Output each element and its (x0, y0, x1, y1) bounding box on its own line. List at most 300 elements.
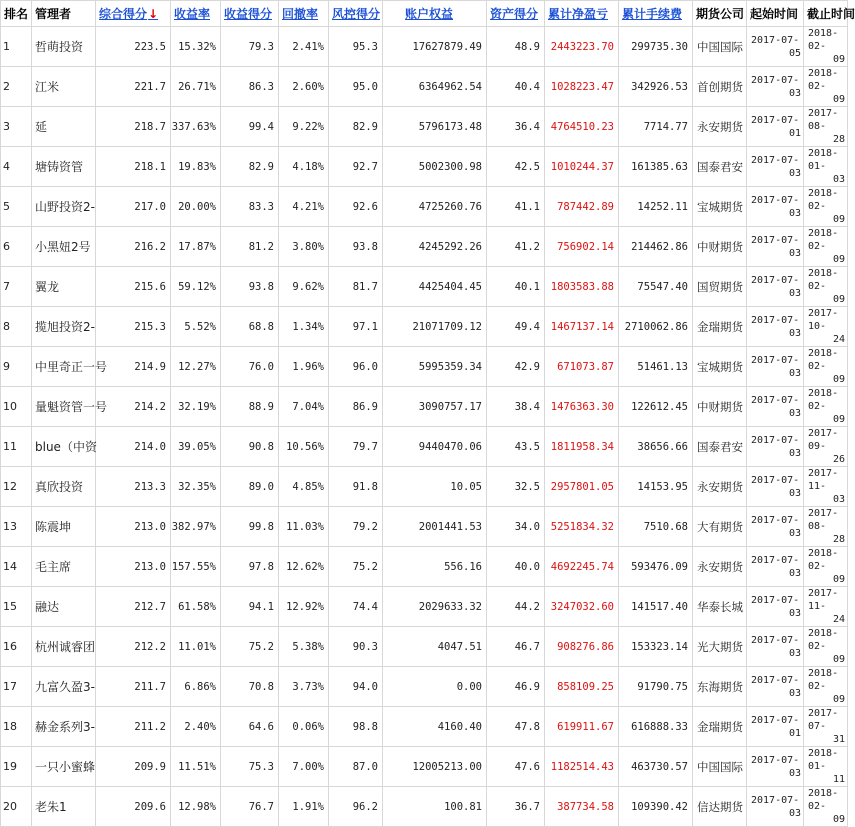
cell-drawdown: 4.85% (279, 467, 329, 507)
cell-asset-score: 36.4 (487, 107, 545, 147)
cell-total-score: 213.0 (96, 507, 171, 547)
cell-return-score: 75.3 (221, 747, 279, 787)
cell-return-rate: 61.58% (171, 587, 221, 627)
cell-rank: 5 (1, 187, 32, 227)
cell-start-time-day: 01 (788, 127, 801, 139)
cell-start-time (747, 107, 804, 147)
cell-start-time-day: 03 (788, 327, 801, 339)
cell-drawdown: 9.62% (279, 267, 329, 307)
cell-fees: 7714.77 (619, 107, 693, 147)
cell-end-time (804, 387, 848, 427)
cell-end-time-date: 2017-09- (808, 428, 839, 452)
cell-futures-firm: 东海期货 (693, 667, 747, 707)
cell-start-time (747, 147, 804, 187)
cell-end-time-day: 09 (832, 414, 845, 425)
cell-futures-firm: 信达期货 (693, 787, 747, 827)
cell-end-time-date: 2017-10- (808, 308, 839, 332)
cell-equity: 6364962.54 (383, 67, 487, 107)
cell-start-time (747, 27, 804, 67)
cell-start-time-date: 2017-07- (751, 194, 800, 206)
cell-start-time-date: 2017-07- (751, 634, 800, 646)
cell-net-profit: 787442.89 (545, 187, 619, 227)
cell-fees: 342926.53 (619, 67, 693, 107)
cell-fees: 214462.86 (619, 227, 693, 267)
cell-drawdown: 11.03% (279, 507, 329, 547)
cell-futures-firm: 光大期货 (693, 627, 747, 667)
cell-end-time-date: 2017-11- (808, 468, 839, 492)
cell-start-time-day: 03 (788, 567, 801, 579)
cell-risk-score: 93.8 (329, 227, 383, 267)
cell-start-time-date: 2017-07- (751, 554, 800, 566)
cell-risk-score: 82.9 (329, 107, 383, 147)
cell-asset-score: 46.7 (487, 627, 545, 667)
cell-rank: 14 (1, 547, 32, 587)
cell-net-profit: 671073.87 (545, 347, 619, 387)
cell-return-score: 64.6 (221, 707, 279, 747)
cell-equity: 4160.40 (383, 707, 487, 747)
cell-end-time-date: 2017-08- (808, 108, 839, 132)
cell-fees: 616888.33 (619, 707, 693, 747)
cell-total-score: 211.2 (96, 707, 171, 747)
cell-return-rate: 6.86% (171, 667, 221, 707)
cell-rank: 18 (1, 707, 32, 747)
cell-drawdown: 1.91% (279, 787, 329, 827)
cell-return-rate: 32.19% (171, 387, 221, 427)
cell-return-rate: 157.55% (171, 547, 221, 587)
cell-return-score: 99.4 (221, 107, 279, 147)
cell-end-time-date: 2017-11- (808, 588, 839, 612)
cell-futures-firm: 永安期货 (693, 107, 747, 147)
table-row (1, 427, 848, 467)
cell-start-time-day: 03 (788, 287, 801, 299)
cell-return-score: 68.8 (221, 307, 279, 347)
cell-end-time-date: 2018-02- (808, 28, 839, 52)
cell-start-time-day: 03 (788, 527, 801, 539)
cell-return-rate: 11.01% (171, 627, 221, 667)
cell-start-time (747, 187, 804, 227)
cell-manager: 一只小蜜蜂 (32, 747, 96, 787)
cell-start-time-date: 2017-07- (751, 794, 800, 806)
cell-rank: 2 (1, 67, 32, 107)
cell-end-time-date: 2018-02- (808, 788, 839, 812)
table-row (1, 307, 848, 347)
cell-start-time-date: 2017-07- (751, 74, 800, 86)
cell-rank: 8 (1, 307, 32, 347)
cell-equity: 4425404.45 (383, 267, 487, 307)
cell-total-score: 212.2 (96, 627, 171, 667)
cell-start-time-date: 2017-07- (751, 714, 800, 726)
cell-net-profit: 4692245.74 (545, 547, 619, 587)
cell-asset-score: 47.6 (487, 747, 545, 787)
cell-rank: 9 (1, 347, 32, 387)
table-row (1, 267, 848, 307)
cell-start-time-day: 05 (788, 47, 801, 59)
cell-return-rate: 59.12% (171, 267, 221, 307)
cell-end-time-date: 2018-02- (808, 548, 839, 572)
cell-manager: 融达 (32, 587, 96, 627)
cell-futures-firm: 中财期货 (693, 227, 747, 267)
cell-end-time-date: 2018-01- (808, 148, 839, 172)
cell-end-time (804, 187, 848, 227)
cell-net-profit: 1811958.34 (545, 427, 619, 467)
cell-start-time-day: 03 (788, 767, 801, 779)
cell-end-time (804, 227, 848, 267)
cell-end-time (804, 347, 848, 387)
cell-net-profit: 858109.25 (545, 667, 619, 707)
cell-return-score: 90.8 (221, 427, 279, 467)
cell-net-profit: 1803583.88 (545, 267, 619, 307)
cell-futures-firm: 中国国际 (693, 27, 747, 67)
table-row (1, 467, 848, 507)
cell-start-time (747, 667, 804, 707)
cell-fees: 122612.45 (619, 387, 693, 427)
cell-start-time (747, 267, 804, 307)
cell-end-time-day: 11 (832, 774, 845, 785)
table-row (1, 187, 848, 227)
cell-futures-firm: 宝城期货 (693, 347, 747, 387)
cell-return-rate: 20.00% (171, 187, 221, 227)
cell-rank: 4 (1, 147, 32, 187)
cell-return-rate: 5.52% (171, 307, 221, 347)
table-row (1, 747, 848, 787)
cell-futures-firm: 中财期货 (693, 387, 747, 427)
cell-start-time-date: 2017-07- (751, 354, 800, 366)
cell-return-score: 93.8 (221, 267, 279, 307)
cell-asset-score: 41.2 (487, 227, 545, 267)
cell-total-score: 221.7 (96, 67, 171, 107)
cell-end-time-date: 2018-02- (808, 388, 839, 412)
cell-manager: 山野投资2- (32, 187, 96, 227)
cell-asset-score: 36.7 (487, 787, 545, 827)
cell-drawdown: 1.34% (279, 307, 329, 347)
cell-end-time-date: 2017-07- (808, 708, 839, 732)
cell-end-time (804, 107, 848, 147)
cell-manager: 江米 (32, 67, 96, 107)
cell-end-time-day: 09 (832, 374, 845, 385)
cell-fees: 51461.13 (619, 347, 693, 387)
cell-start-time (747, 307, 804, 347)
cell-end-time (804, 507, 848, 547)
cell-net-profit: 1028223.47 (545, 67, 619, 107)
cell-start-time (747, 467, 804, 507)
cell-risk-score: 95.0 (329, 67, 383, 107)
cell-rank: 19 (1, 747, 32, 787)
cell-rank: 20 (1, 787, 32, 827)
header-futures-firm: 期货公司 (693, 1, 747, 27)
cell-futures-firm: 大有期货 (693, 507, 747, 547)
cell-end-time-day: 09 (832, 574, 845, 585)
cell-equity: 556.16 (383, 547, 487, 587)
cell-end-time-date: 2018-01- (808, 748, 839, 772)
cell-end-time-date: 2018-02- (808, 228, 839, 252)
cell-return-score: 88.9 (221, 387, 279, 427)
cell-start-time-date: 2017-07- (751, 234, 800, 246)
cell-start-time (747, 747, 804, 787)
cell-end-time (804, 147, 848, 187)
header-risk-score[interactable]: 风控得分 (329, 1, 383, 27)
header-end-time: 截止时间 (804, 1, 848, 27)
cell-start-time-day: 03 (788, 247, 801, 259)
cell-end-time-date: 2018-02- (808, 268, 839, 292)
cell-end-time (804, 267, 848, 307)
cell-risk-score: 98.8 (329, 707, 383, 747)
cell-end-time (804, 787, 848, 827)
cell-net-profit: 1476363.30 (545, 387, 619, 427)
cell-risk-score: 97.1 (329, 307, 383, 347)
cell-manager: 真欣投资 (32, 467, 96, 507)
cell-manager: 揽旭投资2- (32, 307, 96, 347)
cell-net-profit: 2443223.70 (545, 27, 619, 67)
cell-fees: 14153.95 (619, 467, 693, 507)
cell-drawdown: 3.73% (279, 667, 329, 707)
cell-risk-score: 86.9 (329, 387, 383, 427)
header-row (1, 1, 848, 27)
table-row (1, 147, 848, 187)
cell-start-time-day: 03 (788, 447, 801, 459)
cell-end-time-day: 09 (832, 294, 845, 305)
cell-end-time-day: 26 (832, 454, 845, 465)
cell-rank: 7 (1, 267, 32, 307)
cell-rank: 17 (1, 667, 32, 707)
cell-return-rate: 337.63% (171, 107, 221, 147)
cell-asset-score: 43.5 (487, 427, 545, 467)
header-rank: 排名 (1, 1, 32, 27)
cell-start-time-date: 2017-07- (751, 674, 800, 686)
cell-return-rate: 32.35% (171, 467, 221, 507)
cell-asset-score: 41.1 (487, 187, 545, 227)
header-net-profit[interactable]: 累计净盈亏 (545, 1, 619, 27)
cell-start-time (747, 787, 804, 827)
table-row (1, 787, 848, 827)
cell-end-time-date: 2017-08- (808, 508, 839, 532)
cell-asset-score: 32.5 (487, 467, 545, 507)
cell-start-time-day: 01 (788, 727, 801, 739)
cell-risk-score: 90.3 (329, 627, 383, 667)
cell-end-time-date: 2018-02- (808, 188, 839, 212)
cell-start-time-day: 03 (788, 167, 801, 179)
cell-asset-score: 44.2 (487, 587, 545, 627)
cell-drawdown: 1.96% (279, 347, 329, 387)
header-return-rate[interactable]: 收益率 (171, 1, 221, 27)
cell-start-time-date: 2017-07- (751, 274, 800, 286)
cell-equity: 4245292.26 (383, 227, 487, 267)
cell-net-profit: 1467137.14 (545, 307, 619, 347)
cell-total-score: 218.7 (96, 107, 171, 147)
cell-equity: 21071709.12 (383, 307, 487, 347)
table-row (1, 627, 848, 667)
cell-start-time-date: 2017-07- (751, 314, 800, 326)
cell-return-score: 97.8 (221, 547, 279, 587)
cell-return-score: 89.0 (221, 467, 279, 507)
sort-desc-arrow-icon: ↓ (148, 7, 159, 21)
cell-equity: 17627879.49 (383, 27, 487, 67)
cell-asset-score: 38.4 (487, 387, 545, 427)
cell-end-time-date: 2018-02- (808, 68, 839, 92)
cell-futures-firm: 首创期货 (693, 67, 747, 107)
cell-return-rate: 12.27% (171, 347, 221, 387)
header-total-score[interactable] (96, 1, 171, 27)
cell-return-score: 99.8 (221, 507, 279, 547)
cell-futures-firm: 国泰君安 (693, 147, 747, 187)
cell-drawdown: 2.60% (279, 67, 329, 107)
cell-end-time (804, 587, 848, 627)
cell-manager: 延 (32, 107, 96, 147)
cell-futures-firm: 华泰长城 (693, 587, 747, 627)
cell-futures-firm: 永安期货 (693, 467, 747, 507)
header-fees[interactable]: 累计手续费 (619, 1, 693, 27)
cell-rank: 11 (1, 427, 32, 467)
cell-return-score: 76.7 (221, 787, 279, 827)
cell-rank: 13 (1, 507, 32, 547)
cell-start-time-date: 2017-07- (751, 114, 800, 126)
cell-asset-score: 40.0 (487, 547, 545, 587)
table-row (1, 707, 848, 747)
header-total-score-label[interactable]: 综合得分 (99, 7, 148, 21)
cell-end-time-day: 28 (832, 534, 845, 545)
cell-start-time (747, 387, 804, 427)
cell-return-score: 94.1 (221, 587, 279, 627)
cell-return-rate: 19.83% (171, 147, 221, 187)
cell-total-score: 223.5 (96, 27, 171, 67)
cell-start-time (747, 427, 804, 467)
cell-rank: 6 (1, 227, 32, 267)
cell-start-time (747, 67, 804, 107)
cell-net-profit: 756902.14 (545, 227, 619, 267)
cell-manager: 赫金系列3- (32, 707, 96, 747)
cell-risk-score: 81.7 (329, 267, 383, 307)
cell-risk-score: 87.0 (329, 747, 383, 787)
cell-start-time-day: 03 (788, 487, 801, 499)
cell-manager: 老朱1 (32, 787, 96, 827)
cell-end-time-date: 2018-02- (808, 348, 839, 372)
header-return-score[interactable]: 收益得分 (221, 1, 279, 27)
cell-net-profit: 4764510.23 (545, 107, 619, 147)
cell-fees: 463730.57 (619, 747, 693, 787)
cell-manager: 毛主席 (32, 547, 96, 587)
cell-end-time-day: 09 (832, 214, 845, 225)
cell-risk-score: 79.2 (329, 507, 383, 547)
cell-end-time-day: 09 (832, 814, 845, 825)
cell-end-time (804, 667, 848, 707)
cell-risk-score: 94.0 (329, 667, 383, 707)
cell-end-time (804, 307, 848, 347)
table-row (1, 107, 848, 147)
table-row (1, 587, 848, 627)
cell-asset-score: 40.1 (487, 267, 545, 307)
cell-net-profit: 3247032.60 (545, 587, 619, 627)
cell-total-score: 209.6 (96, 787, 171, 827)
cell-start-time-day: 03 (788, 607, 801, 619)
cell-asset-score: 49.4 (487, 307, 545, 347)
cell-fees: 91790.75 (619, 667, 693, 707)
cell-manager: 陈震坤 (32, 507, 96, 547)
cell-risk-score: 95.3 (329, 27, 383, 67)
cell-start-time-day: 03 (788, 647, 801, 659)
cell-futures-firm: 国泰君安 (693, 427, 747, 467)
cell-net-profit: 2957801.05 (545, 467, 619, 507)
cell-risk-score: 79.7 (329, 427, 383, 467)
cell-risk-score: 74.4 (329, 587, 383, 627)
cell-total-score: 215.6 (96, 267, 171, 307)
cell-equity: 2029633.32 (383, 587, 487, 627)
cell-return-rate: 2.40% (171, 707, 221, 747)
cell-end-time-day: 03 (832, 494, 845, 505)
cell-end-time-day: 31 (832, 734, 845, 745)
cell-net-profit: 387734.58 (545, 787, 619, 827)
cell-total-score: 218.1 (96, 147, 171, 187)
cell-fees: 109390.42 (619, 787, 693, 827)
header-drawdown[interactable]: 回撤率 (279, 1, 329, 27)
cell-equity: 100.81 (383, 787, 487, 827)
cell-total-score: 214.9 (96, 347, 171, 387)
cell-rank: 1 (1, 27, 32, 67)
cell-net-profit: 5251834.32 (545, 507, 619, 547)
cell-equity: 5002300.98 (383, 147, 487, 187)
cell-equity: 4725260.76 (383, 187, 487, 227)
cell-start-time-date: 2017-07- (751, 754, 800, 766)
cell-end-time (804, 27, 848, 67)
cell-asset-score: 48.9 (487, 27, 545, 67)
cell-fees: 141517.40 (619, 587, 693, 627)
cell-return-score: 76.0 (221, 347, 279, 387)
cell-end-time-date: 2018-02- (808, 668, 839, 692)
cell-drawdown: 7.00% (279, 747, 329, 787)
cell-end-time-day: 24 (832, 334, 845, 345)
cell-end-time (804, 627, 848, 667)
cell-start-time-date: 2017-07- (751, 434, 800, 446)
cell-risk-score: 91.8 (329, 467, 383, 507)
cell-futures-firm: 国贸期货 (693, 267, 747, 307)
table-row (1, 667, 848, 707)
cell-start-time-date: 2017-07- (751, 394, 800, 406)
cell-total-score: 214.0 (96, 427, 171, 467)
cell-start-time-date: 2017-07- (751, 474, 800, 486)
cell-return-score: 75.2 (221, 627, 279, 667)
cell-start-time-day: 03 (788, 367, 801, 379)
table-row (1, 347, 848, 387)
header-manager: 管理者 (32, 1, 96, 27)
cell-equity: 2001441.53 (383, 507, 487, 547)
cell-equity: 3090757.17 (383, 387, 487, 427)
cell-start-time (747, 227, 804, 267)
cell-rank: 10 (1, 387, 32, 427)
cell-net-profit: 908276.86 (545, 627, 619, 667)
cell-fees: 14252.11 (619, 187, 693, 227)
table-row (1, 507, 848, 547)
table-row (1, 27, 848, 67)
table-body (1, 27, 848, 827)
cell-manager: 量魁资管一号 (32, 387, 96, 427)
cell-manager: 小黑妞2号 (32, 227, 96, 267)
header-equity[interactable]: 账户权益 (383, 1, 487, 27)
cell-return-rate: 15.32% (171, 27, 221, 67)
cell-end-time (804, 707, 848, 747)
header-asset-score[interactable]: 资产得分 (487, 1, 545, 27)
cell-return-score: 86.3 (221, 67, 279, 107)
cell-drawdown: 7.04% (279, 387, 329, 427)
cell-asset-score: 47.8 (487, 707, 545, 747)
cell-equity: 5796173.48 (383, 107, 487, 147)
cell-net-profit: 619911.67 (545, 707, 619, 747)
cell-drawdown: 4.18% (279, 147, 329, 187)
cell-drawdown: 12.62% (279, 547, 329, 587)
cell-return-score: 79.3 (221, 27, 279, 67)
cell-return-score: 83.3 (221, 187, 279, 227)
header-start-time: 起始时间 (747, 1, 804, 27)
cell-end-time (804, 547, 848, 587)
cell-drawdown: 9.22% (279, 107, 329, 147)
cell-drawdown: 10.56% (279, 427, 329, 467)
